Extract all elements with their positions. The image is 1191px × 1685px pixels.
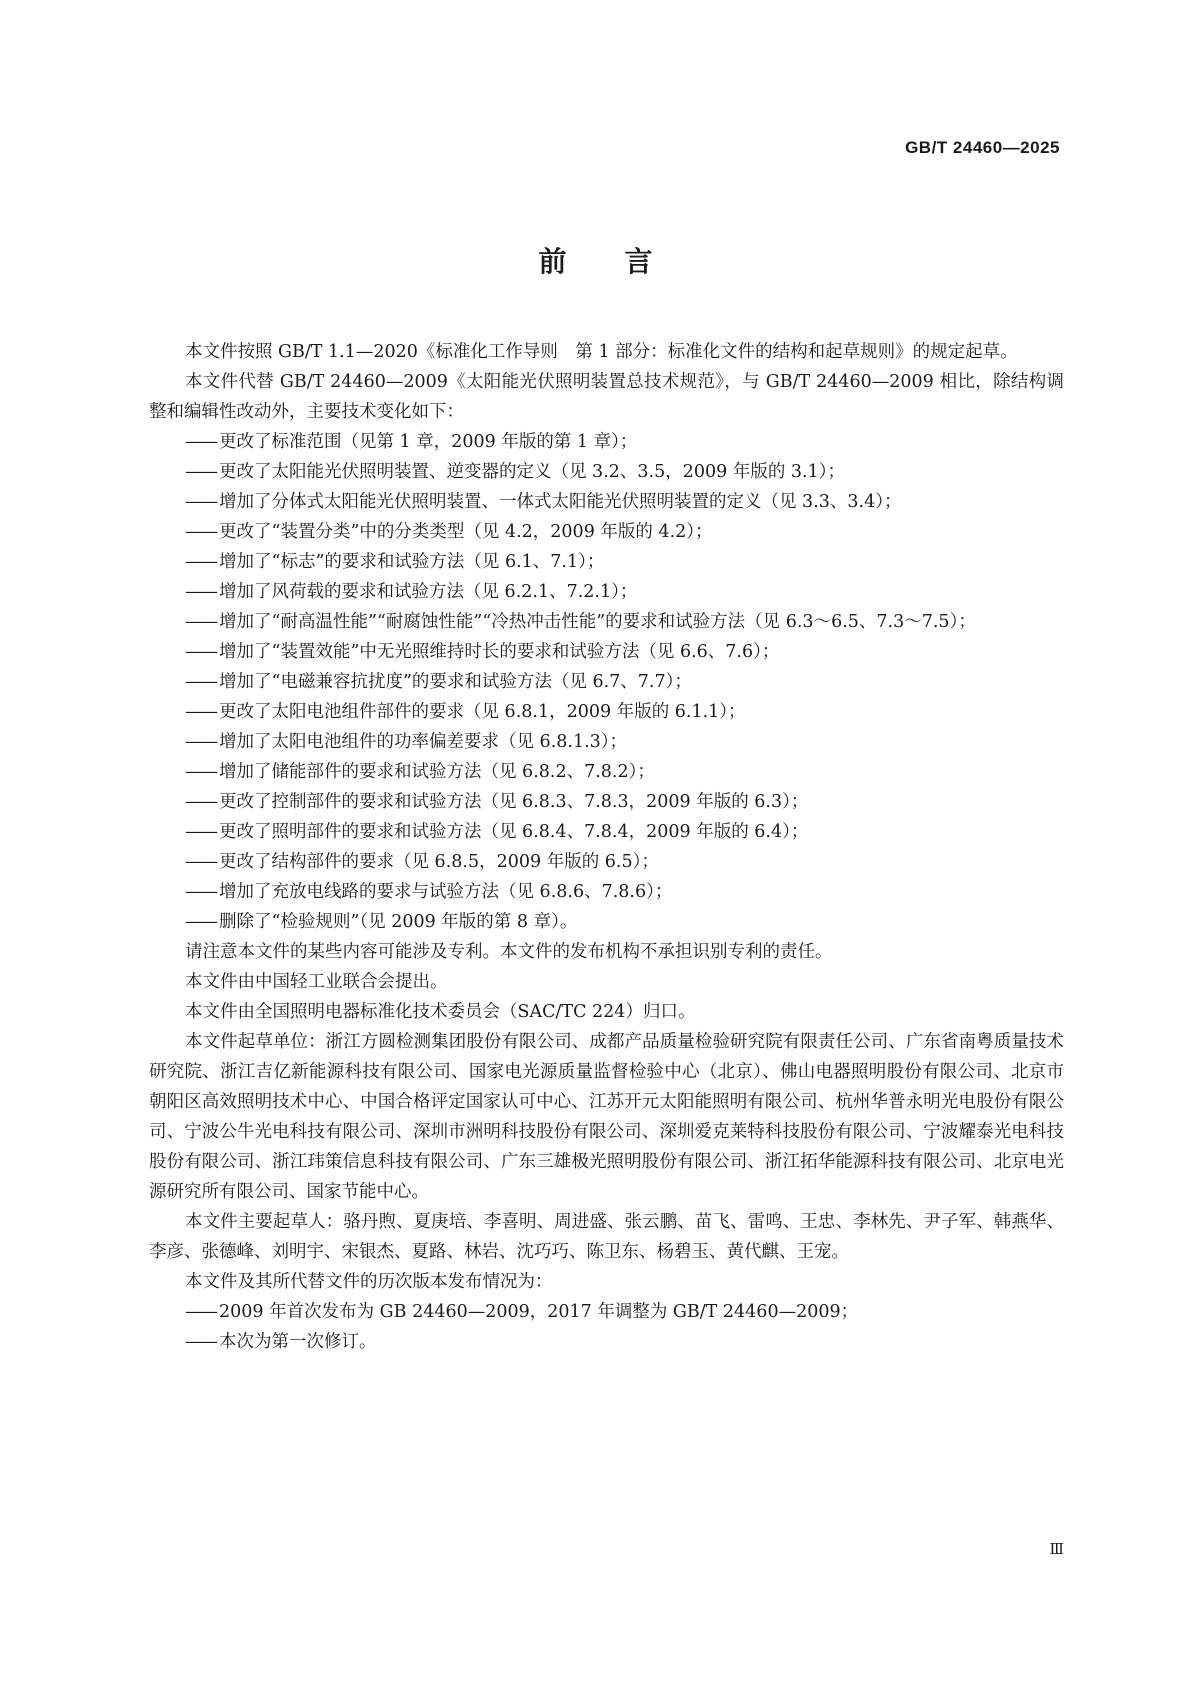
list-item: —— 增加了储能部件的要求和试验方法（见 6.8.2、7.8.2）； xyxy=(185,762,655,782)
dash-marker: —— xyxy=(185,612,216,632)
dash-marker: —— xyxy=(185,732,216,752)
list-item: —— 更改了太阳能光伏照明装置、逆变器的定义（见 3.2、3.5，2009 年版的 3.1）； xyxy=(185,462,845,482)
list-item: —— 增加了“标志”的要求和试验方法（见 6.1、7.1）； xyxy=(185,552,605,572)
drafting-organizations: 本文件起草单位：浙江方圆检测集团股份有限公司、成都产品质量检验研究院有限责任公司、广东省南粤质量技术研究院、浙江吉亿新能源科技有限公司、国家电光源质量监督检验中心（北京）、佛山电器照明股份有限公司、北京市朝阳区高效照明技术中心、中国合格评定国家认可中心、江苏开元太阳能照明有限公司、杭州华普永明光电股份有限公司、宁波公牛光电科技有限公司、深圳市洲明科技股份有限公司、深圳爱克莱特科技股份有限公司、宁波耀泰光电科技股份有限公司、浙江玮策信息科技有限公司、广东三雄极光照明股份有限公司、浙江拓华能源科技有限公司、北京电光源研究所有限公司、国家节能中心。 xyxy=(149,1032,1064,1202)
history-list xyxy=(149,1297,1064,1357)
list-item: —— 增加了太阳电池组件的功率偏差要求（见 6.8.1.3）； xyxy=(185,732,628,752)
list-item: —— 更改了“装置分类”中的分类类型（见 4.2，2009 年版的 4.2）； xyxy=(185,522,713,542)
list-item: —— 增加了“电磁兼容抗扰度”的要求和试验方法（见 6.7、7.7）； xyxy=(185,672,692,692)
dash-marker: —— xyxy=(185,672,216,692)
dash-marker: —— xyxy=(185,852,216,872)
list-item: —— 更改了照明部件的要求和试验方法（见 6.8.4、7.8.4，2009 年版的 6.4）； xyxy=(185,822,809,842)
changes-list xyxy=(149,427,1064,937)
dash-marker: —— xyxy=(185,492,216,512)
paragraph: 本文件代替 GB/T 24460—2009《太阳能光伏照明装置总技术规范》，与 GB/T 24460—2009 相比，除结构调整和编辑性改动外，主要技术变化如下： xyxy=(149,372,1064,422)
list-item: —— 2009 年首次发布为 GB 24460—2009，2017 年调整为 GB/T 24460—2009； xyxy=(185,1302,859,1322)
dash-marker: —— xyxy=(185,552,216,572)
standard-code: GB/T 24460—2025 xyxy=(905,138,1060,157)
paragraph: 本文件按照 GB/T 1.1—2020《标准化工作导则 第 1 部分：标准化文件的结构和起草规则》的规定起草。 xyxy=(185,342,1018,362)
list-item: —— 更改了控制部件的要求和试验方法（见 6.8.3、7.8.3，2009 年版的 6.3）； xyxy=(185,792,809,812)
dash-marker: —— xyxy=(185,582,216,602)
list-item: —— 增加了“装置效能”中无光照维持时长的要求和试验方法（见 6.6、7.6）； xyxy=(185,642,780,662)
version-history-intro: 本文件及其所代替文件的历次版本发布情况为： xyxy=(185,1272,553,1292)
list-item: —— 增加了“耐高温性能”“耐腐蚀性能”“冷热冲击性能”的要求和试验方法（见 6.3～6.5、7.3～7.5）； xyxy=(185,612,976,632)
dash-marker: —— xyxy=(185,522,216,542)
page-title: 前言 xyxy=(538,245,711,278)
dash-marker: —— xyxy=(185,702,216,722)
list-item: —— 删除了“检验规则”（见 2009 年版的第 8 章）。 xyxy=(185,912,578,932)
list-item: —— 更改了太阳电池组件部件的要求（见 6.8.1，2009 年版的 6.1.1）； xyxy=(185,702,746,722)
list-item: —— 增加了风荷载的要求和试验方法（见 6.2.1、7.2.1）； xyxy=(185,582,638,602)
patent-notice: 请注意本文件的某些内容可能涉及专利。本文件的发布机构不承担识别专利的责任。 xyxy=(185,942,833,962)
main-drafters: 本文件主要起草人：骆丹煦、夏庚培、李喜明、周进盛、张云鹏、苗飞、雷鸣、王忠、李林先、尹子军、韩燕华、李彦、张德峰、刘明宇、宋银杰、夏路、林岩、沈巧巧、陈卫东、杨碧玉、黄代麒、王宠。 xyxy=(149,1212,1064,1262)
dash-marker: —— xyxy=(185,642,216,662)
dash-marker: —— xyxy=(185,1332,216,1352)
page-number: Ⅲ xyxy=(1049,1540,1064,1558)
dash-marker: —— xyxy=(185,432,216,452)
list-item: —— 增加了充放电线路的要求与试验方法（见 6.8.6、7.8.6）； xyxy=(185,882,673,902)
technical-committee: 本文件由全国照明电器标准化技术委员会（SAC/TC 224）归口。 xyxy=(185,1002,696,1022)
foreword-body xyxy=(149,337,1064,1357)
dash-marker: —— xyxy=(185,882,216,902)
dash-marker: —— xyxy=(185,1302,216,1322)
dash-marker: —— xyxy=(185,912,216,932)
list-item: —— 本次为第一次修订。 xyxy=(185,1332,377,1352)
list-item: —— 更改了标准范围（见第 1 章，2009 年版的第 1 章）； xyxy=(185,432,638,452)
list-item: —— 增加了分体式太阳能光伏照明装置、一体式太阳能光伏照明装置的定义（见 3.3、3.4）； xyxy=(185,492,902,512)
list-item: —— 更改了结构部件的要求（见 6.8.5，2009 年版的 6.5）； xyxy=(185,852,659,872)
proposer: 本文件由中国轻工业联合会提出。 xyxy=(185,972,448,992)
dash-marker: —— xyxy=(185,462,216,482)
dash-marker: —— xyxy=(185,762,216,782)
dash-marker: —— xyxy=(185,792,216,812)
dash-marker: —— xyxy=(185,822,216,842)
